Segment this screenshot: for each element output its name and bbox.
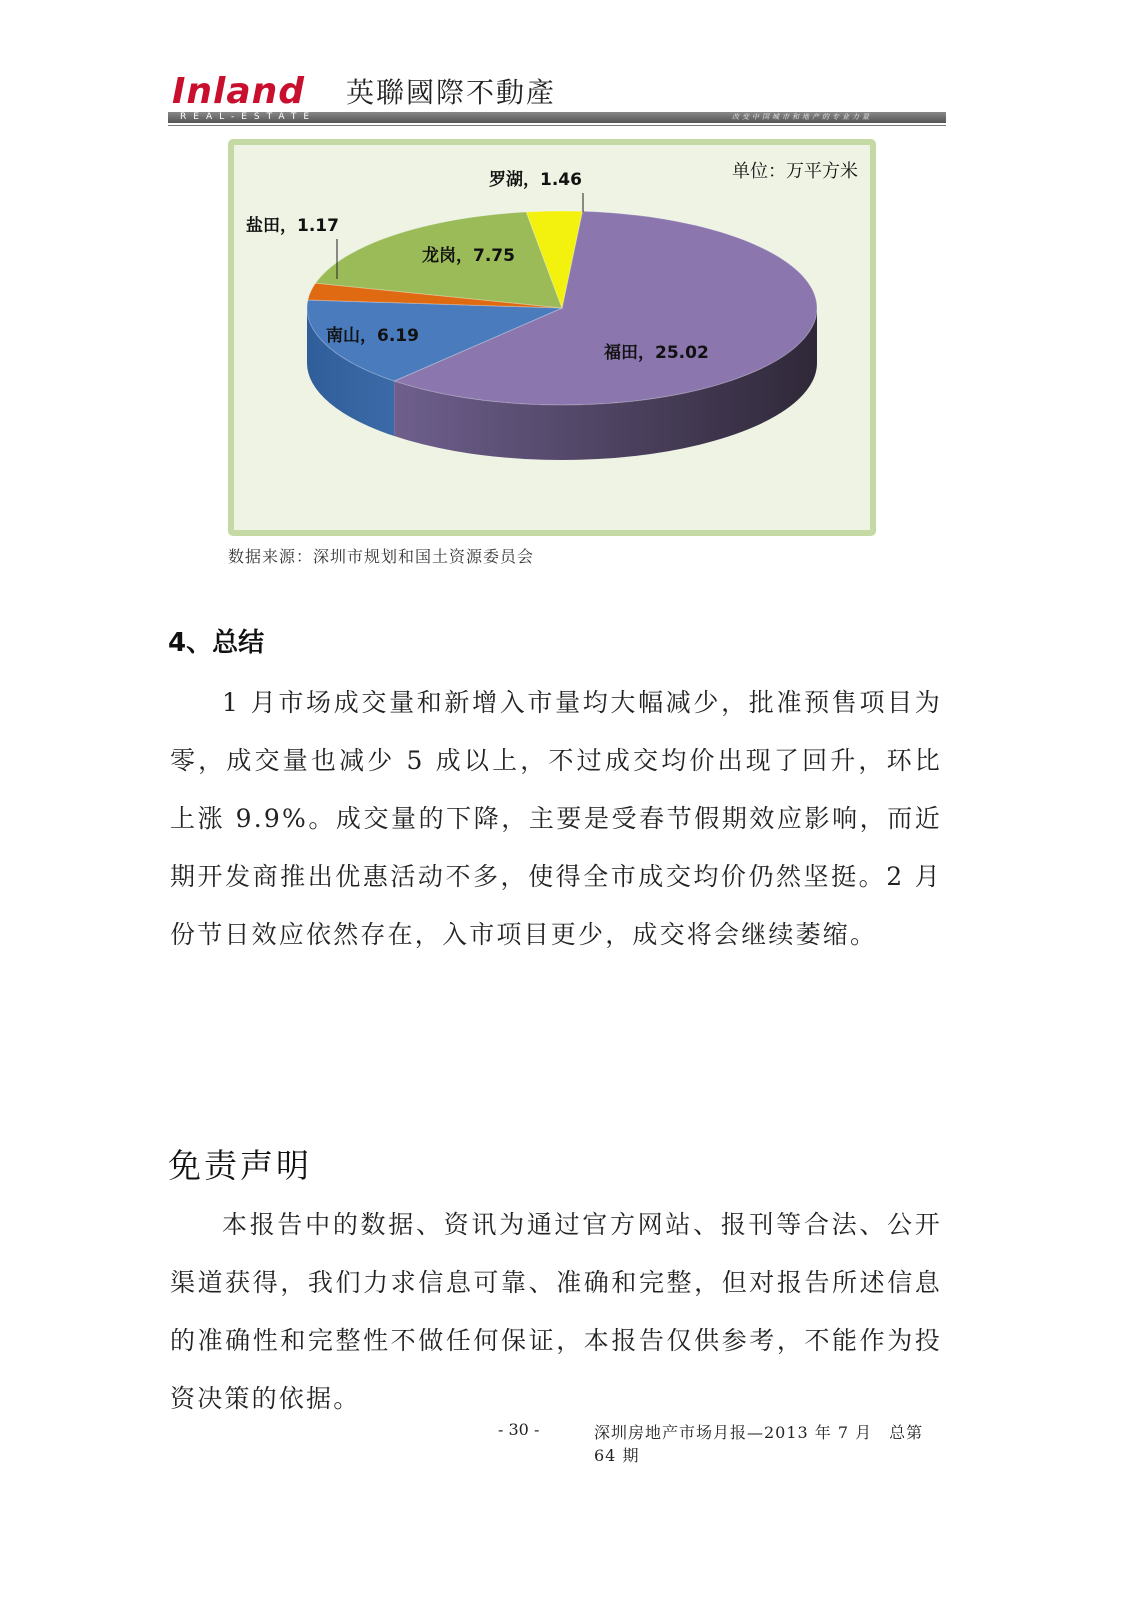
data-source: 数据来源：深圳市规划和国土资源委员会 [228, 547, 535, 566]
pie-label-3: 龙岗，7.75 [422, 246, 515, 266]
header-rule [168, 125, 946, 126]
disclaimer-title: 免责声明 [168, 1146, 312, 1185]
header-subtitle: REAL-ESTATE [180, 112, 317, 122]
header-motto: 改变中国城市和地产的专业力量 [732, 113, 872, 121]
pie-label-0: 福田，25.02 [604, 343, 709, 363]
section-title: 4、总结 [168, 628, 265, 658]
pie-chart [228, 139, 876, 536]
inland-logo: Inland [172, 71, 306, 112]
footer-title: 深圳房地产市场月报—2013 年 7 月 总第 64 期 [594, 1423, 924, 1465]
page-header [168, 72, 946, 128]
pie-chart-svg [234, 145, 870, 530]
pie-label-4: 罗湖，1.46 [489, 170, 582, 190]
pie-label-2: 盐田，1.17 [246, 216, 339, 236]
page-number: - 30 - [498, 1420, 540, 1439]
brand-name: 英聯國際不動產 [346, 76, 557, 109]
chart-unit: 单位：万平方米 [732, 161, 858, 182]
summary-paragraph: 1 月市场成交量和新增入市量均大幅减少，批准预售项目为零，成交量也减少 5 成以上，不过成交均价出现了回升，环比上涨 9.9%。成交量的下降，主要是受春节假期效应影响，而近期开发商推出优惠活动不多，使得全市成交均价仍然坚挺。2 月份节日效应依然存在，入市项目更少，成交将会继续萎缩。 [170, 688, 942, 949]
disclaimer-paragraph: 本报告中的数据、资讯为通过官方网站、报刊等合法、公开渠道获得，我们力求信息可靠、准确和完整，但对报告所述信息的准确性和完整性不做任何保证，本报告仅供参考，不能作为投资决策的依据。 [170, 1210, 942, 1413]
pie-label-1: 南山，6.19 [326, 326, 419, 346]
